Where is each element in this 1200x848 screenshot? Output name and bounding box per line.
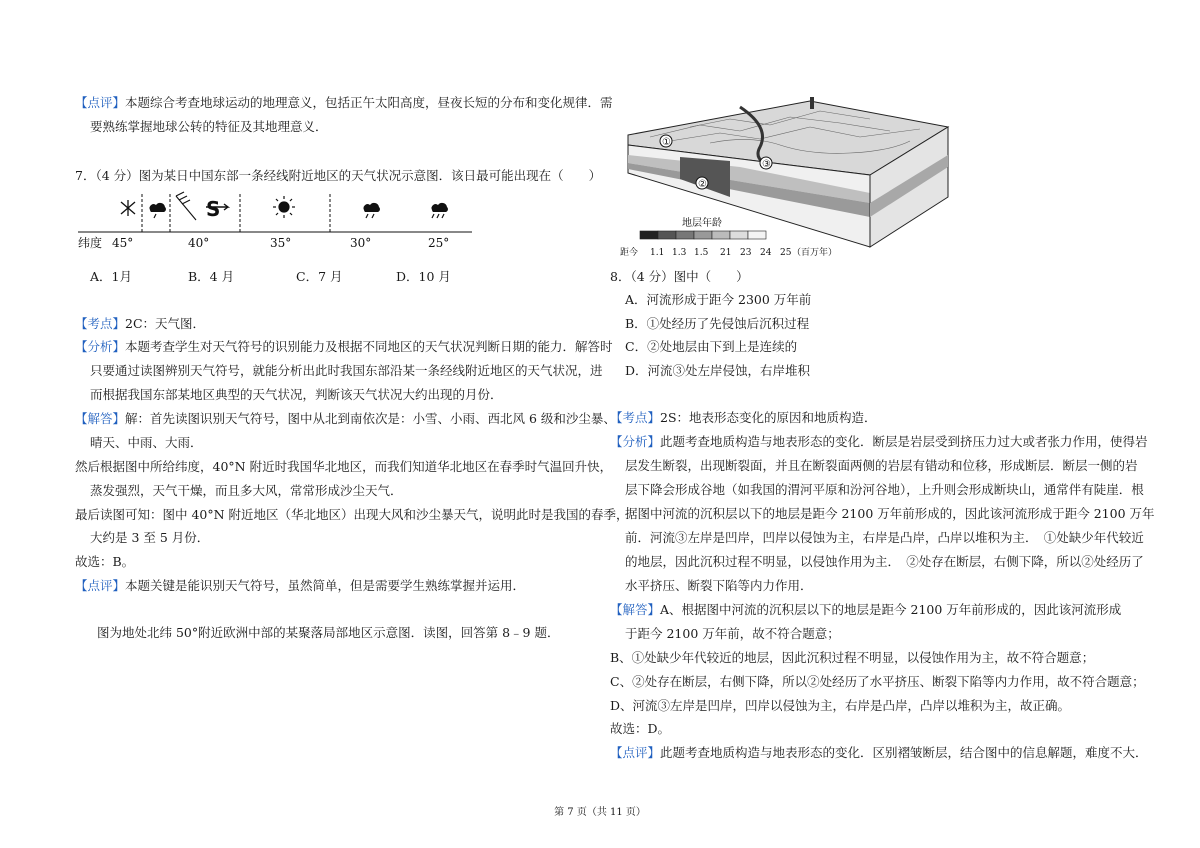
jieda-right-line4: C、②处存在断层，右侧下降，所以②处经历了水平挤压、断裂下陷等内力作用，故不符合题意； xyxy=(610,674,1145,689)
heavy-rain-icon xyxy=(432,203,448,218)
legend-age-7: 25 xyxy=(780,248,792,258)
kaodian-tag: 【考点】 xyxy=(610,410,661,425)
fenxi-left-line2: 只要通过读图辨别天气符号，就能分析出此时我国东部沿某一条经线附近地区的天气状况，进 xyxy=(90,363,603,378)
legend-prefix: 距今 xyxy=(620,248,639,258)
weather-chart xyxy=(78,190,478,252)
dianping-text: 本题综合考查地球运动的地理意义，包括正午太阳高度，昼夜长短的分布和变化规律．需 xyxy=(125,95,613,110)
q8-option-b: B．①处经历了先侵蚀后沉积过程 xyxy=(625,316,810,331)
dianping-text: 本题关键是能识别天气符号，虽然简单，但是需要学生熟练掌握并运用． xyxy=(125,578,526,593)
q7-option-c: C．7 月 xyxy=(296,269,343,284)
jieda-text: A、根据图中河流的沉积层以下的地层是距今 2100 万年前形成的，因此该河流形成 xyxy=(660,602,1122,617)
legend-age-1: 1.1 xyxy=(650,248,665,258)
jieda-right-line2: 于距今 2100 万年前，故不符合题意； xyxy=(625,626,840,641)
jieda-left-line6: 大约是 3 至 5 月份． xyxy=(90,530,210,545)
church-tower xyxy=(810,97,814,109)
separators xyxy=(142,194,330,232)
fenxi-right-line5: 前．河流③左岸是凹岸，凹岸以侵蚀为主，右岸是凸岸，凸岸以堆积为主． ①处缺少年代较近 xyxy=(625,530,1144,545)
legend-age-5: 23 xyxy=(740,248,752,258)
fenxi-text: 本题考查学生对天气符号的识别能力及根据不同地区的天气状况判断日期的能力．解答时 xyxy=(125,339,613,354)
jieda-right-line1 xyxy=(610,601,1121,619)
q7-option-b: B．4 月 xyxy=(188,269,235,284)
moderate-rain-icon xyxy=(364,203,380,218)
legend-swatches xyxy=(640,231,766,239)
legend-age-3: 1.5 xyxy=(694,248,709,258)
northwest-wind-icon xyxy=(176,192,196,220)
label-1: ① xyxy=(662,137,671,148)
page-footer: 第 7 页（共 11 页） xyxy=(554,807,646,818)
kaodian-text: 2S：地表形态变化的原因和地质构造． xyxy=(660,410,877,425)
question-7-stem: 7．（4 分）图为某日中国东部一条经线附近地区的天气状况示意图．该日最可能出现在（ ） xyxy=(75,168,602,183)
question-8-stem: 8．（4 分）图中（ ） xyxy=(610,269,749,284)
label-3: ③ xyxy=(762,159,771,170)
dianping-left xyxy=(75,577,525,595)
fenxi-left-line3: 而根据我国东部某地区典型的天气状况，判断该天气状况大约出现的月份． xyxy=(90,387,503,402)
jieda-left-line1 xyxy=(75,410,616,428)
jieda-left-line5: 最后读图可知：图中 40°N 附近地区（华北地区）出现大风和沙尘暴天气，说明此时是我国的春季， xyxy=(75,507,629,522)
fenxi-left-line1 xyxy=(75,338,613,356)
jieda-left-line3: 然后根据图中所给纬度，40°N 附近时我国华北地区，而我们知道华北地区在春季时气温回升快， xyxy=(75,459,613,474)
kaodian-left xyxy=(75,315,205,333)
fenxi-tag: 【分析】 xyxy=(75,339,126,354)
legend-unit: （百万年） xyxy=(792,248,838,258)
q8-option-d: D．河流③处左岸侵蚀，右岸堆积 xyxy=(625,363,811,378)
jieda-tag: 【解答】 xyxy=(610,602,661,617)
jieda-right-line5: D、河流③左岸是凹岸，凹岸以侵蚀为主，右岸是凸岸，凸岸以堆积为主，故正确。 xyxy=(610,698,1071,713)
dianping-top-line1 xyxy=(75,94,613,112)
lat-label: 纬度 xyxy=(78,236,103,250)
dianping-tag: 【点评】 xyxy=(75,95,126,110)
geology-block-diagram xyxy=(620,97,955,262)
lat-tick-40: 40° xyxy=(188,236,210,250)
legend-title: 地层年龄 xyxy=(682,218,722,229)
q8-option-c: C．②处地层由下到上是连续的 xyxy=(625,339,798,354)
dianping-right xyxy=(610,744,1148,762)
lat-tick-25: 25° xyxy=(428,236,450,250)
passage-intro: 图为地处北纬 50°附近欧洲中部的某聚落局部地区示意图．读图，回答第 8﹣9 题． xyxy=(97,625,560,640)
lat-tick-35: 35° xyxy=(270,236,292,250)
svg-text:S: S xyxy=(206,197,221,221)
jieda-left-line2: 晴天、中雨、大雨． xyxy=(90,435,203,450)
sunny-icon xyxy=(273,196,295,218)
lat-tick-45: 45° xyxy=(112,236,134,250)
dianping-text: 此题考查地质构造与地表形态的变化．区别褶皱断层，结合图中的信息解题，难度不大． xyxy=(660,745,1148,760)
q8-option-a: A．河流形成于距今 2300 万年前 xyxy=(625,292,812,307)
fenxi-right-line3: 层下降会形成谷地（如我国的渭河平原和汾河谷地），上升则会形成断块山，通常伴有陡崖．根 xyxy=(625,482,1144,497)
jieda-right-line6: 故选：D。 xyxy=(610,721,671,736)
kaodian-text: 2C：天气图． xyxy=(125,316,206,331)
light-snow-icon xyxy=(121,200,135,216)
jieda-right-line3: B、①处缺少年代较近的地层，因此沉积过程不明显，以侵蚀作用为主，故不符合题意； xyxy=(610,650,1095,665)
light-rain-icon xyxy=(150,203,166,218)
dianping-tag: 【点评】 xyxy=(610,745,661,760)
legend-age-4: 21 xyxy=(720,248,732,258)
kaodian-tag: 【考点】 xyxy=(75,316,126,331)
legend-age-6: 24 xyxy=(760,248,772,258)
fenxi-right-line4: 据图中河流的沉积层以下的地层是距今 2100 万年前形成的，因此该河流形成于距今 2100 万年 xyxy=(625,506,1155,521)
fenxi-tag: 【分析】 xyxy=(610,434,661,449)
fenxi-right-line6: 的地层，因此沉积过程不明显，以侵蚀作用为主． ②处存在断层，右侧下降，所以②处经历了 xyxy=(625,554,1144,569)
dianping-tag: 【点评】 xyxy=(75,578,126,593)
label-2: ② xyxy=(698,179,707,190)
fenxi-right-line7: 水平挤压、断裂下陷等内力作用． xyxy=(625,578,813,593)
sandstorm-icon xyxy=(206,197,228,221)
jieda-left-line7: 故选：B。 xyxy=(75,554,135,569)
lat-tick-30: 30° xyxy=(350,236,372,250)
fenxi-right-line1 xyxy=(610,433,1148,451)
q7-option-d: D．10 月 xyxy=(396,269,451,284)
fenxi-text: 此题考查地质构造与地表形态的变化．断层是岩层受到挤压力过大或者张力作用，使得岩 xyxy=(660,434,1148,449)
fenxi-right-line2: 层发生断裂，出现断裂面，并且在断裂面两侧的岩层有错动和位移，形成断层．断层一侧的岩 xyxy=(625,458,1138,473)
q7-option-a: A．1月 xyxy=(90,269,132,284)
jieda-left-line4: 蒸发强烈，天气干燥，而且多大风，常常形成沙尘天气． xyxy=(90,483,403,498)
kaodian-right xyxy=(610,409,877,427)
legend-age-2: 1.3 xyxy=(672,248,687,258)
jieda-text: 解：首先读图识别天气符号，图中从北到南依次是：小雪、小雨、西北风 6 级和沙尘暴、 xyxy=(125,411,616,426)
dianping-top-line2: 要熟练掌握地球公转的特征及其地理意义． xyxy=(90,119,328,134)
jieda-tag: 【解答】 xyxy=(75,411,126,426)
